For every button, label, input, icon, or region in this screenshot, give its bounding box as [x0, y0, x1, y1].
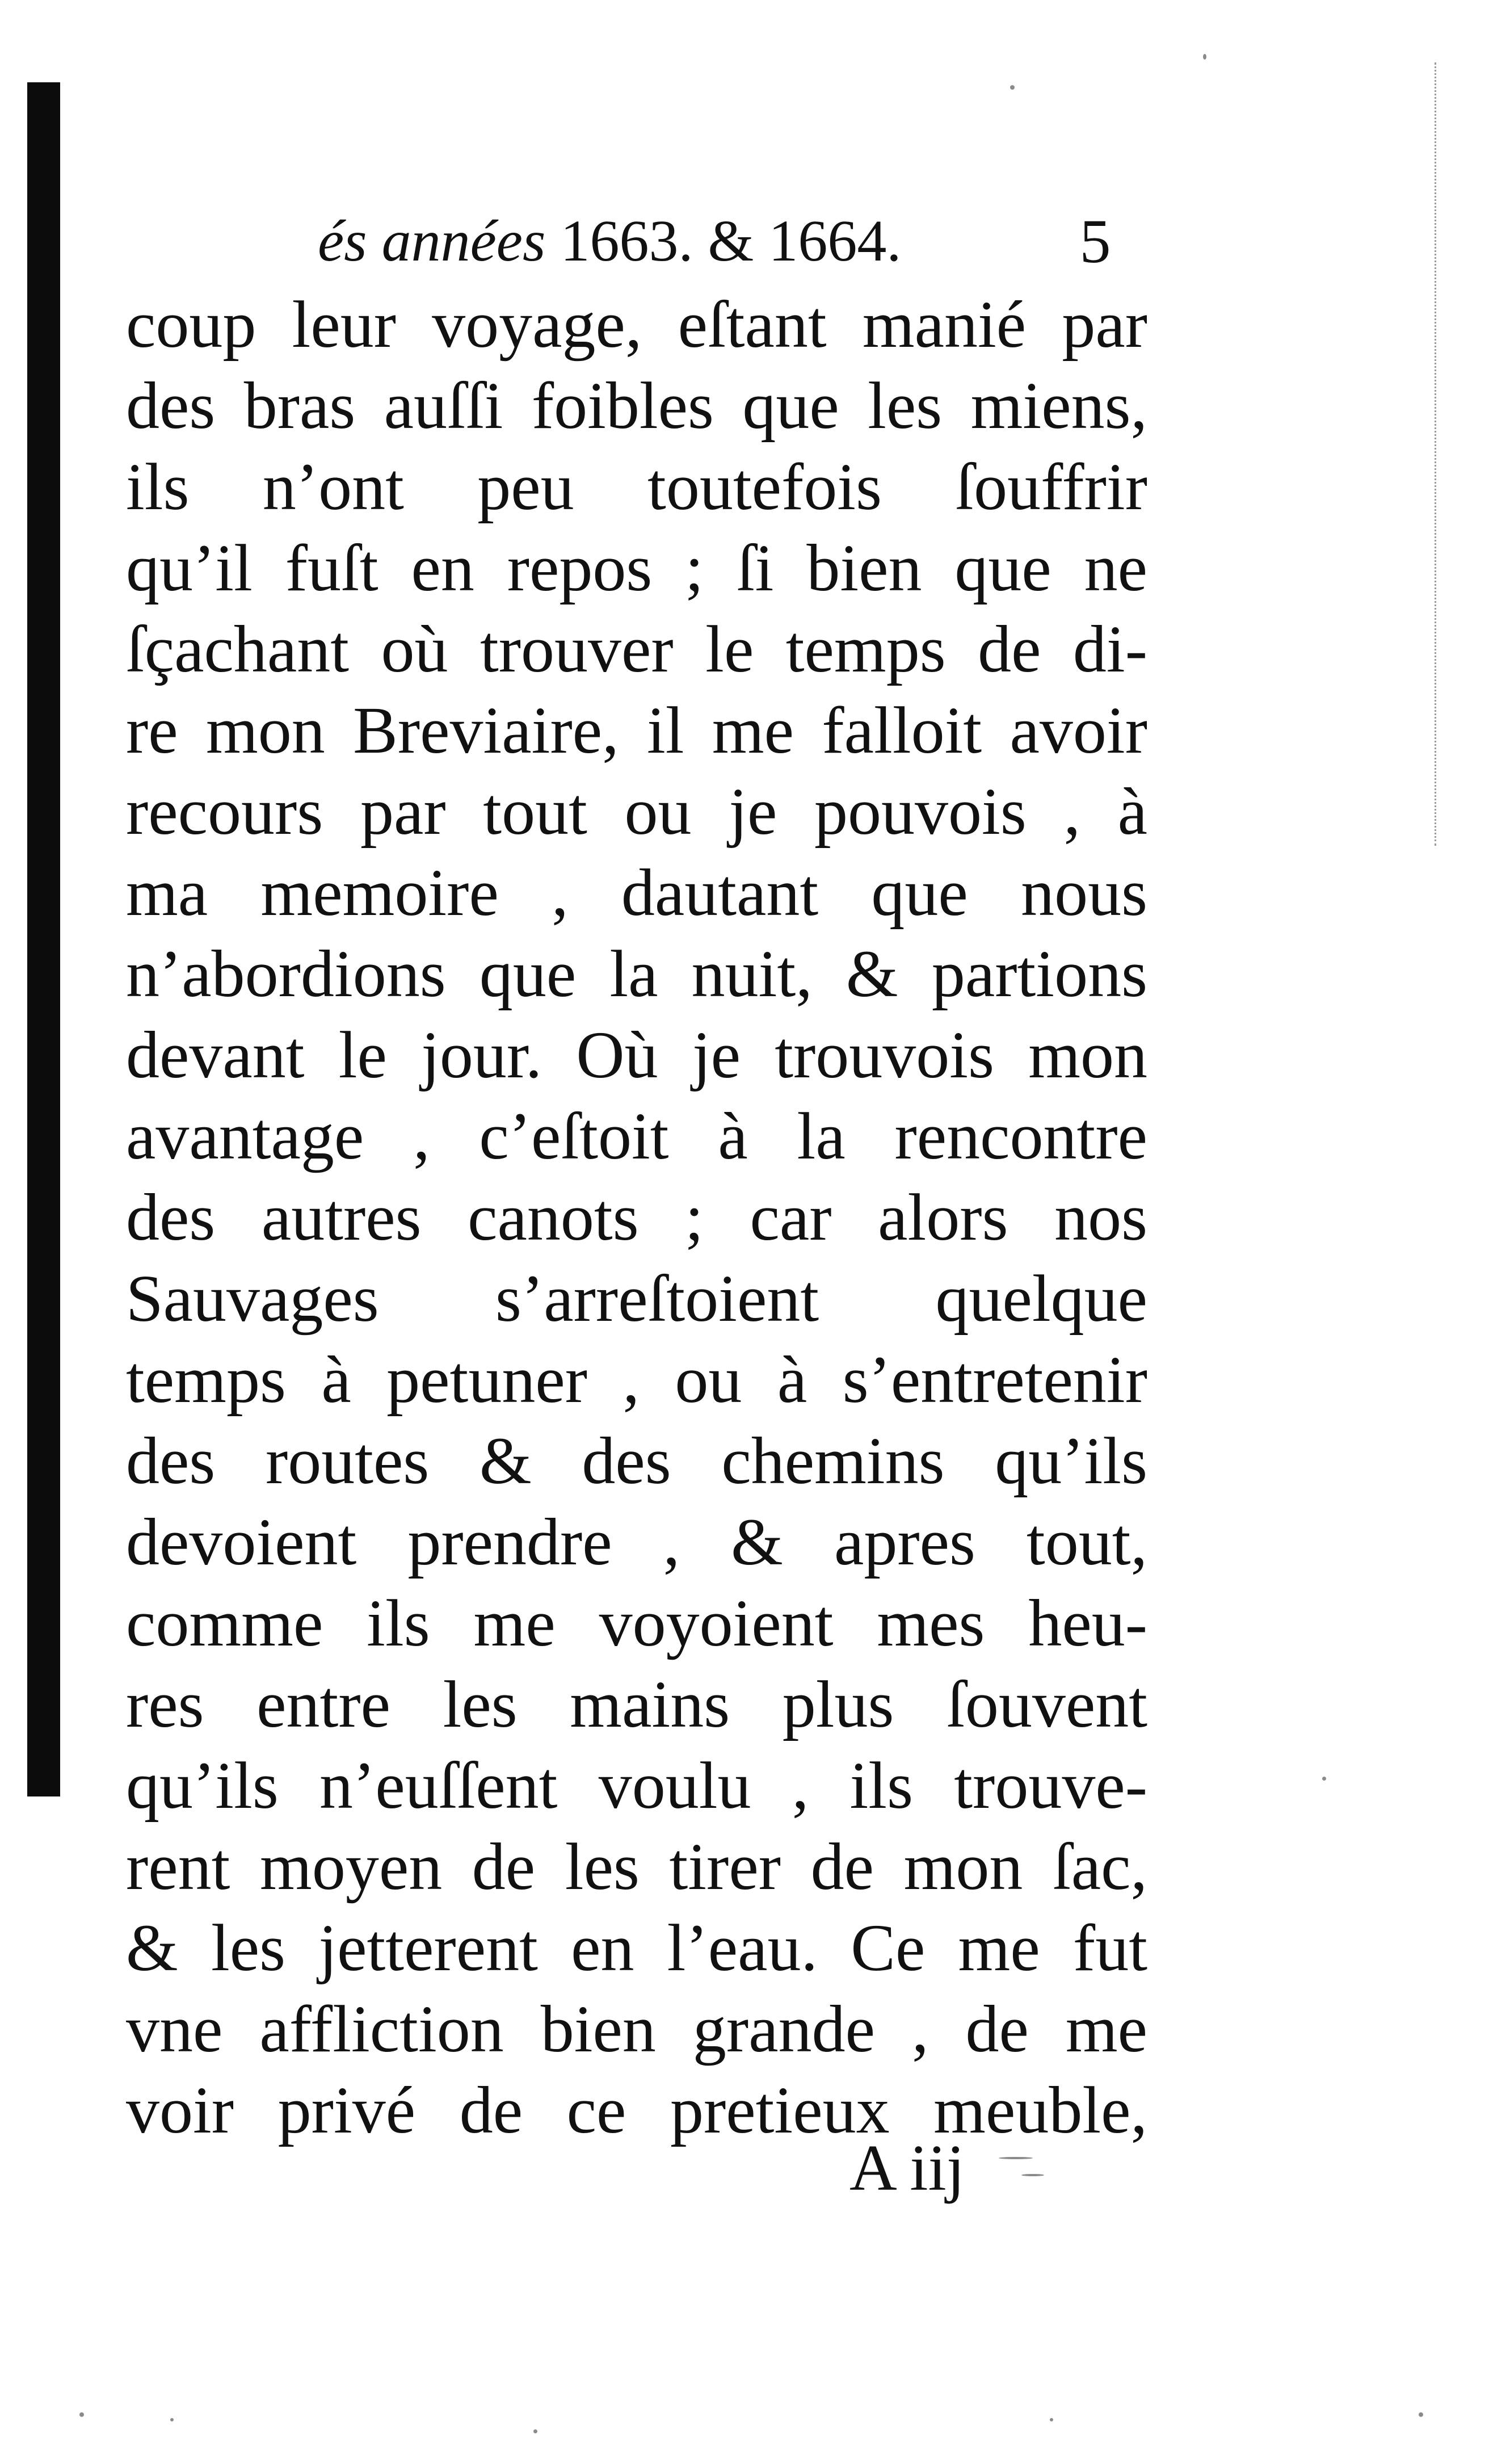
text-line: qu’il fuſt en repos ; ſi bien que ne	[126, 531, 1147, 605]
ink-speck	[999, 2157, 1033, 2159]
running-head	[318, 199, 1141, 284]
text-line: ma memoire , dautant que nous	[126, 855, 1147, 930]
text-line: avantage , c’eſtoit à la rencontre	[126, 1099, 1147, 1173]
text-line: coup leur voyage, eſtant manié par	[126, 287, 1147, 362]
page-edge-marks	[1435, 62, 1440, 846]
body-text	[126, 284, 1147, 2151]
text-line: devant le jour. Où je trouvois mon	[126, 1018, 1147, 1092]
text-line: qu’ils n’euſſent voulu , ils trouve-	[126, 1748, 1147, 1823]
text-line: res entre les mains plus ſouvent	[126, 1667, 1147, 1741]
ink-speck	[1203, 54, 1206, 60]
ink-speck	[1419, 2412, 1423, 2417]
running-head-years: 1663. & 1664.	[560, 208, 902, 274]
ink-speck	[1050, 2418, 1053, 2421]
page-number: 5	[1079, 207, 1111, 276]
text-line: devoient prendre , & apres tout,	[126, 1505, 1147, 1579]
text-line: temps à petuner , ou à s’entretenir	[126, 1342, 1147, 1417]
ink-speck	[1322, 1777, 1326, 1781]
text-line: & les jetterent en l’eau. Ce me fut	[126, 1911, 1147, 1985]
ink-speck	[533, 2429, 537, 2433]
ink-speck	[170, 2418, 174, 2421]
text-line: vne affliction bien grande , de me	[126, 1992, 1147, 2066]
text-line: des bras auſſi foibles que les miens,	[126, 368, 1147, 443]
text-line: des routes & des chemins qu’ils	[126, 1424, 1147, 1498]
text-line: Sauvages s’arreſtoient quelque	[126, 1261, 1147, 1336]
text-line: ſçachant où trouver le temps de di-	[126, 612, 1147, 686]
ink-speck	[1010, 85, 1015, 90]
ink-speck	[79, 2412, 84, 2417]
text-line: ils n’ont peu toutefois ſouffrir	[126, 450, 1147, 524]
text-line: rent moyen de les tirer de mon ſac,	[126, 1829, 1147, 1904]
text-line: recours par tout ou je pouvois , à	[126, 774, 1147, 849]
running-head-title: és années	[318, 208, 546, 274]
text-line: re mon Breviaire, il me falloit avoir	[126, 693, 1147, 767]
binding-shadow	[27, 82, 60, 1796]
catchword-signature: A iij	[849, 2132, 965, 2205]
text-line: comme ils me voyoient mes heu-	[126, 1586, 1147, 1660]
ink-speck	[1021, 2174, 1044, 2176]
text-line: n’abordions que la nuit, & partions	[126, 937, 1147, 1011]
text-line: voir privé de ce pretieux meuble,	[126, 2073, 1147, 2147]
text-line: des autres canots ; car alors nos	[126, 1180, 1147, 1254]
